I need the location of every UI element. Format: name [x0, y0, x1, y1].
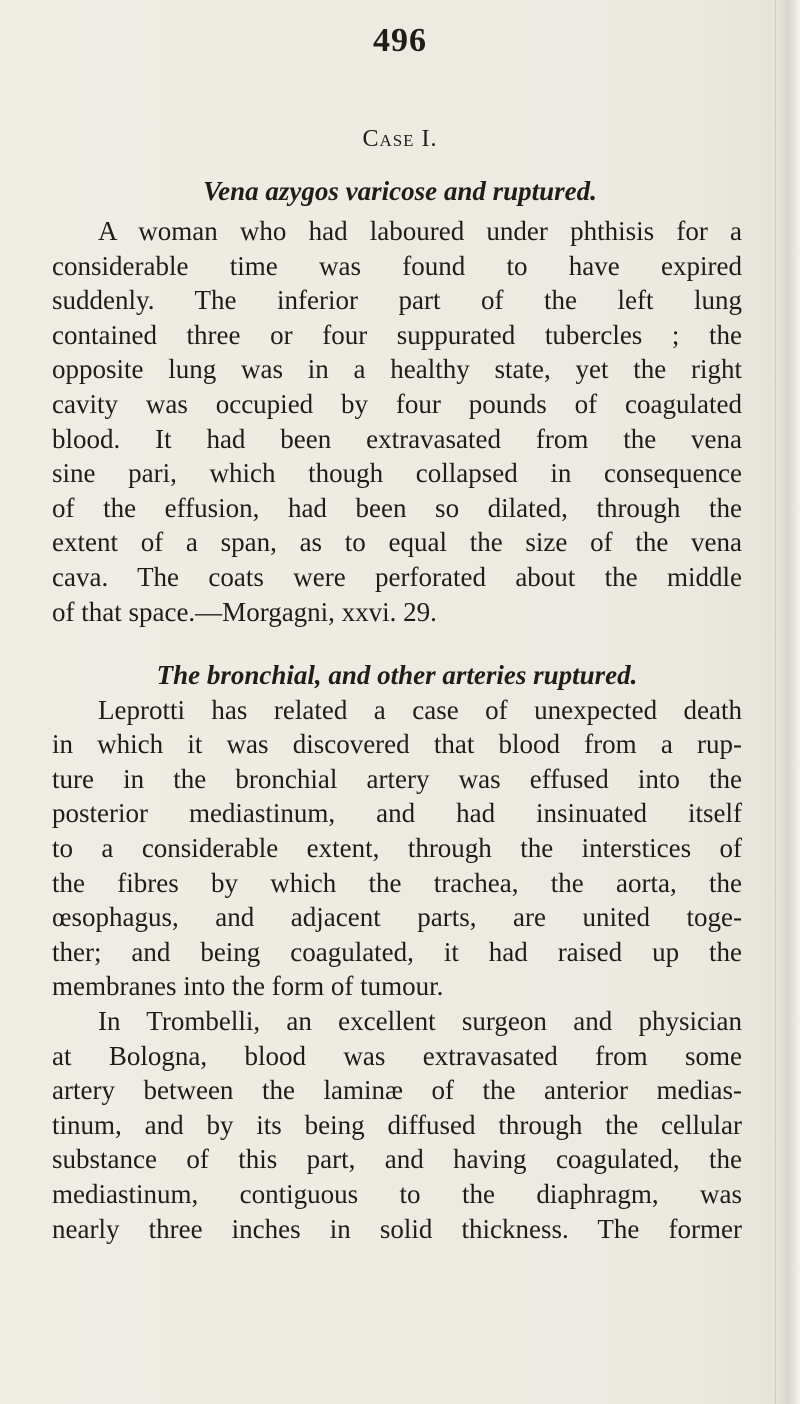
section-title-bronchial: The bronchial, and other arteries ruptured.	[156, 660, 638, 690]
section-title-azygos: Vena azygos varicose and ruptured.	[203, 176, 597, 206]
text-line: tinum, and by its being diffused through the cellular	[52, 1109, 742, 1140]
text-line: posterior mediastinum, and had insinuated itself	[52, 798, 742, 829]
text-line: substance of this part, and having coagulated, the	[52, 1144, 742, 1175]
text-line: nearly three inches in solid thickness. The former	[52, 1213, 742, 1244]
text-line: the fibres by which the trachea, the aorta, the	[52, 867, 742, 898]
text-line: ture in the bronchial artery was effused into the	[52, 763, 742, 794]
text-line: opposite lung was in a healthy state, yet the right	[52, 354, 742, 385]
text-line: cavity was occupied by four pounds of coagulated	[52, 388, 742, 419]
text-line: of the effusion, had been so dilated, through the	[52, 492, 742, 523]
text-line: to a considerable extent, through the interstices of	[52, 832, 742, 863]
text-line: contained three or four suppurated tubercles ; the	[52, 319, 742, 350]
text-line: artery between the laminæ of the anterior medias-	[52, 1075, 742, 1106]
section-azygos-body	[52, 214, 742, 629]
text-line: blood. It had been extravasated from the vena	[52, 423, 742, 454]
text-line: mediastinum, contiguous to the diaphragm, was	[52, 1178, 742, 1209]
text-line: A woman who had laboured under phthisis for a	[98, 216, 742, 246]
text-line: of that space.—Morgagni, xxvi. 29.	[52, 596, 437, 627]
page-edge	[775, 0, 800, 1404]
text-line: Leprotti has related a case of unexpected death	[98, 694, 742, 725]
case-heading: Case I.	[362, 126, 438, 152]
text-line: at Bologna, blood was extravasated from some	[52, 1040, 742, 1071]
text-line: extent of a span, as to equal the size of the vena	[52, 527, 742, 558]
text-line: sine pari, which though collapsed in consequence	[52, 458, 742, 489]
text-line: membranes into the form of tumour.	[52, 971, 444, 1002]
text-line: In Trombelli, an excellent surgeon and physician	[98, 1005, 742, 1036]
text-line: suddenly. The inferior part of the left lung	[52, 285, 742, 316]
text-line: cava. The coats were perforated about the middle	[52, 561, 742, 592]
section-bronchial	[52, 658, 742, 1246]
text-line: in which it was discovered that blood from a rup-	[52, 729, 742, 760]
text-line: considerable time was found to have expired	[52, 250, 742, 281]
text-line: œsophagus, and adjacent parts, are united toge-	[52, 902, 742, 933]
text-line: ther; and being coagulated, it had raised up the	[52, 936, 742, 967]
page-number: 496	[373, 22, 427, 59]
